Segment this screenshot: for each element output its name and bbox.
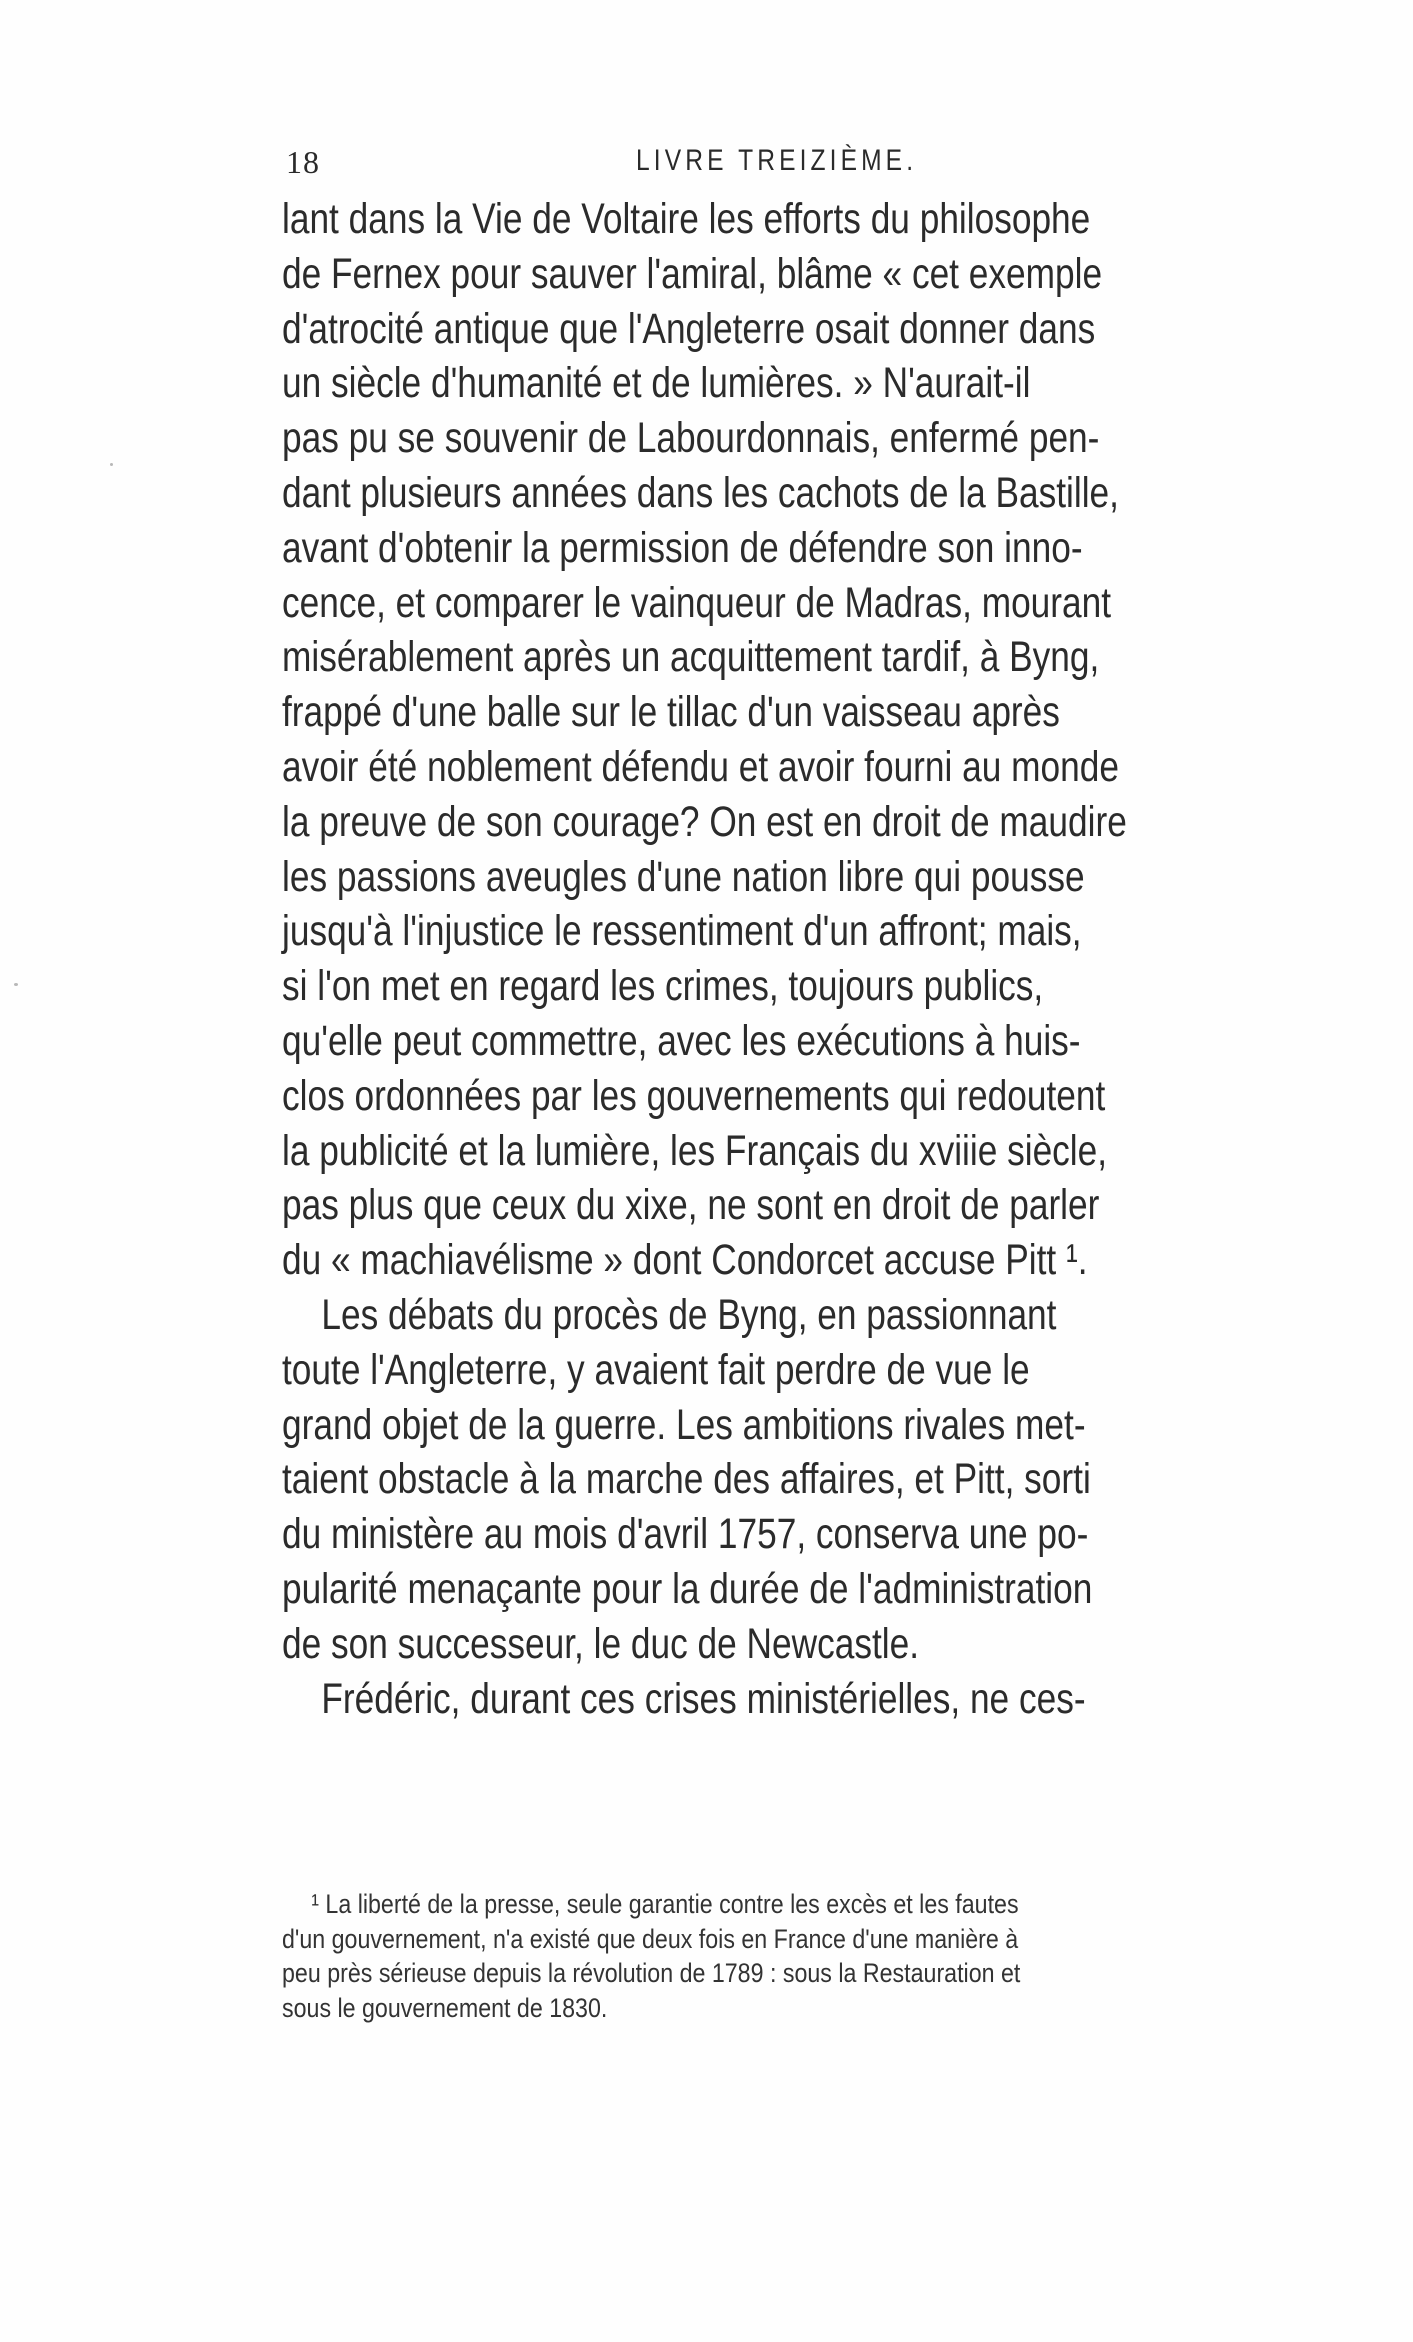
footnote — [282, 1887, 1302, 2025]
paragraph-start-line: Les débats du procès de Byng, en passionnant — [321, 1290, 1057, 1339]
text-line: avant d'obtenir la permission de défendre son inno- — [282, 523, 1083, 572]
text-line: jusqu'à l'injustice le ressentiment d'un affront; mais, — [282, 907, 1082, 956]
footnote-line: sous le gouvernement de 1830. — [282, 1992, 608, 2023]
text-line: un siècle d'humanité et de lumières. » N'aurait-il — [282, 359, 1031, 408]
text-line: pas pu se souvenir de Labourdonnais, enfermé pen- — [282, 414, 1100, 463]
text-line: misérablement après un acquittement tardif, à Byng, — [282, 633, 1100, 682]
text-line: la publicité et la lumière, les Français du xviiie siècle, — [282, 1126, 1108, 1175]
running-head: LIVRE TREIZIÈME. — [636, 144, 918, 177]
text-line: toute l'Angleterre, y avaient fait perdre de vue le — [282, 1345, 1030, 1394]
paragraph-start-line: Frédéric, durant ces crises ministérielles, ne ces- — [321, 1674, 1086, 1723]
text-line: taient obstacle à la marche des affaires, et Pitt, sorti — [282, 1455, 1091, 1504]
footnote-line: d'un gouvernement, n'a existé que deux fois en France d'une manière à — [282, 1923, 1019, 1954]
text-line: qu'elle peut commettre, avec les exécutions à huis- — [282, 1016, 1081, 1065]
text-line: pas plus que ceux du xixe, ne sont en droit de parler — [282, 1181, 1100, 1230]
text-line: dant plusieurs années dans les cachots de la Bastille, — [282, 468, 1119, 517]
text-line: du ministère au mois d'avril 1757, conserva une po- — [282, 1510, 1089, 1559]
text-line: du « machiavélisme » dont Condorcet accuse Pitt ¹. — [282, 1236, 1088, 1285]
text-line: grand objet de la guerre. Les ambitions rivales met- — [282, 1400, 1086, 1449]
text-line: de son successeur, le duc de Newcastle. — [282, 1619, 919, 1668]
paper-speck — [110, 463, 113, 466]
text-line: clos ordonnées par les gouvernements qui redoutent — [282, 1071, 1106, 1120]
text-line: cence, et comparer le vainqueur de Madras, mourant — [282, 578, 1112, 627]
text-line: d'atrocité antique que l'Angleterre osait donner dans — [282, 304, 1096, 353]
footnote-line: ¹ La liberté de la presse, seule garantie contre les excès et les fautes — [311, 1889, 1019, 1919]
text-line: avoir été noblement défendu et avoir fourni au monde — [282, 742, 1120, 791]
text-line: la preuve de son courage? On est en droit de maudire — [282, 797, 1127, 846]
text-line: lant dans la Vie de Voltaire les efforts du philosophe — [282, 195, 1091, 243]
footnote-line: peu près sérieuse depuis la révolution de 1789 : sous la Restauration et — [282, 1958, 1021, 1989]
text-line: de Fernex pour sauver l'amiral, blâme « cet exemple — [282, 249, 1103, 298]
text-line: pularité menaçante pour la durée de l'administration — [282, 1564, 1093, 1613]
page-number: 18 — [286, 144, 320, 180]
page-header — [286, 138, 1006, 186]
text-line: frappé d'une balle sur le tillac d'un vaisseau après — [282, 688, 1060, 737]
main-text — [282, 192, 1202, 1726]
text-line: si l'on met en regard les crimes, toujours publics, — [282, 962, 1044, 1011]
text-line: les passions aveugles d'une nation libre qui pousse — [282, 852, 1085, 901]
paper-speck — [14, 983, 18, 986]
